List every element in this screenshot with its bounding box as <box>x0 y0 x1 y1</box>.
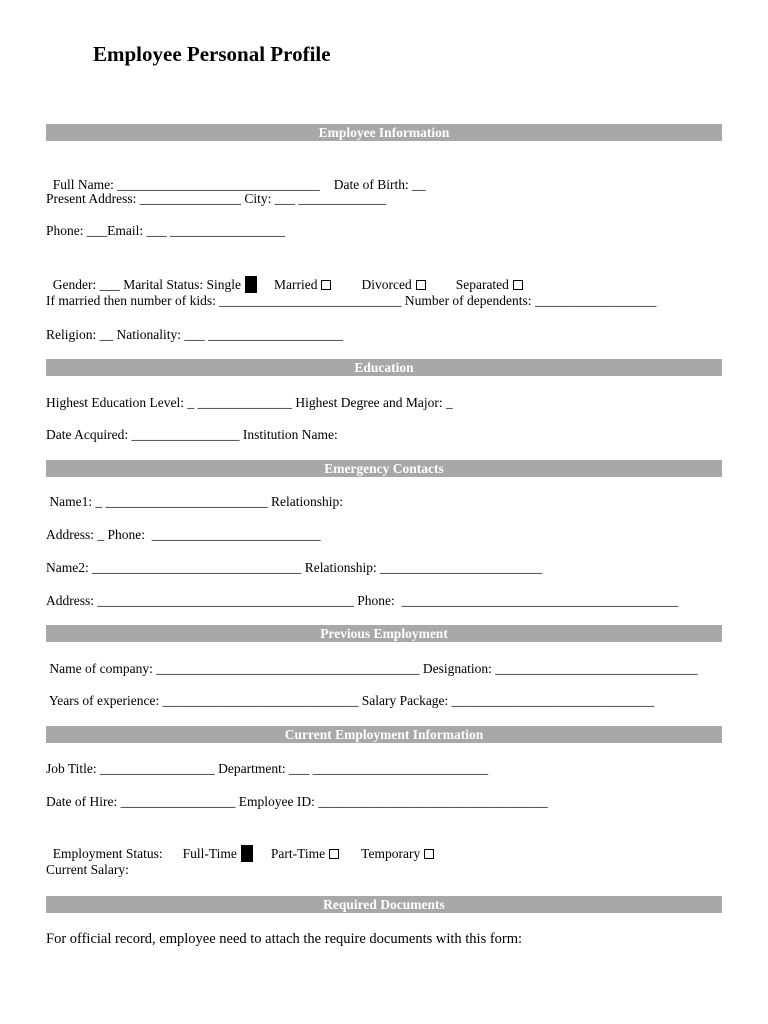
company-designation-field[interactable]: Name of company: _______________________________________ Designation: ______________________________ <box>46 661 698 676</box>
emergency-address1-field[interactable]: Address: _ Phone: _________________________ <box>46 527 321 542</box>
education-level-field[interactable]: Highest Education Level: _ ______________ Highest Degree and Major: _ <box>46 395 453 410</box>
job-department-field[interactable]: Job Title: _________________ Department: ___ __________________________ <box>46 761 489 776</box>
section-employee-information: Employee Information <box>46 124 722 141</box>
experience-salary-field[interactable]: Years of experience: _____________________________ Salary Package: ______________________________ <box>46 693 655 708</box>
part-time-label: Part-Time <box>270 846 326 861</box>
date-of-birth-field[interactable]: Date of Birth: __ <box>333 177 426 192</box>
page-title: Employee Personal Profile <box>93 42 331 66</box>
kids-dependents-field[interactable]: If married then number of kids: ___________________________ Number of dependents: __________________ <box>46 293 657 308</box>
full-time-checkbox-checked[interactable] <box>241 845 253 862</box>
present-address-field[interactable]: Present Address: _______________ City: ___ _____________ <box>46 191 387 206</box>
married-checkbox[interactable] <box>321 280 331 290</box>
date-acquired-field[interactable]: Date Acquired: ________________ Institution Name: <box>46 427 338 442</box>
divorced-label: Divorced <box>361 277 412 292</box>
emergency-name1-field[interactable]: Name1: _ ________________________ Relationship: <box>46 494 343 509</box>
hire-employee-id-field[interactable]: Date of Hire: _________________ Employee ID: __________________________________ <box>46 794 548 809</box>
separated-label: Separated <box>455 277 509 292</box>
phone-email-field[interactable]: Phone: ___Email: ___ _________________ <box>46 223 285 238</box>
employment-status-row <box>46 827 738 863</box>
emergency-address2-field[interactable]: Address: ______________________________________ Phone: _________________________________________ <box>46 593 679 608</box>
section-current-employment: Current Employment Information <box>46 726 722 743</box>
employment-status-label: Employment Status: <box>52 846 163 861</box>
current-salary-field[interactable]: Current Salary: <box>46 862 129 877</box>
divorced-checkbox[interactable] <box>416 280 426 290</box>
temporary-checkbox[interactable] <box>424 849 434 859</box>
full-name-field[interactable]: Full Name: ______________________________ <box>52 177 320 192</box>
section-previous-employment: Previous Employment <box>46 625 722 642</box>
full-name-row[interactable] <box>46 158 738 194</box>
married-label: Married <box>273 277 318 292</box>
religion-nationality-field[interactable]: Religion: __ Nationality: ___ ____________________ <box>46 327 343 342</box>
section-emergency-contacts: Emergency Contacts <box>46 460 722 477</box>
section-education: Education <box>46 359 722 376</box>
gender-marital-row <box>46 258 738 294</box>
temporary-label: Temporary <box>361 846 421 861</box>
part-time-checkbox[interactable] <box>329 849 339 859</box>
full-time-label: Full-Time <box>182 846 237 861</box>
documents-note: For official record, employee need to attach the require documents with this form: <box>46 931 523 947</box>
separated-checkbox[interactable] <box>513 280 523 290</box>
gender-marital-label: Gender: ___ Marital Status: Single <box>52 277 241 292</box>
emergency-name2-field[interactable]: Name2: _______________________________ Relationship: ________________________ <box>46 560 543 575</box>
section-required-documents: Required Documents <box>46 896 722 913</box>
single-checkbox-checked[interactable] <box>245 276 257 293</box>
